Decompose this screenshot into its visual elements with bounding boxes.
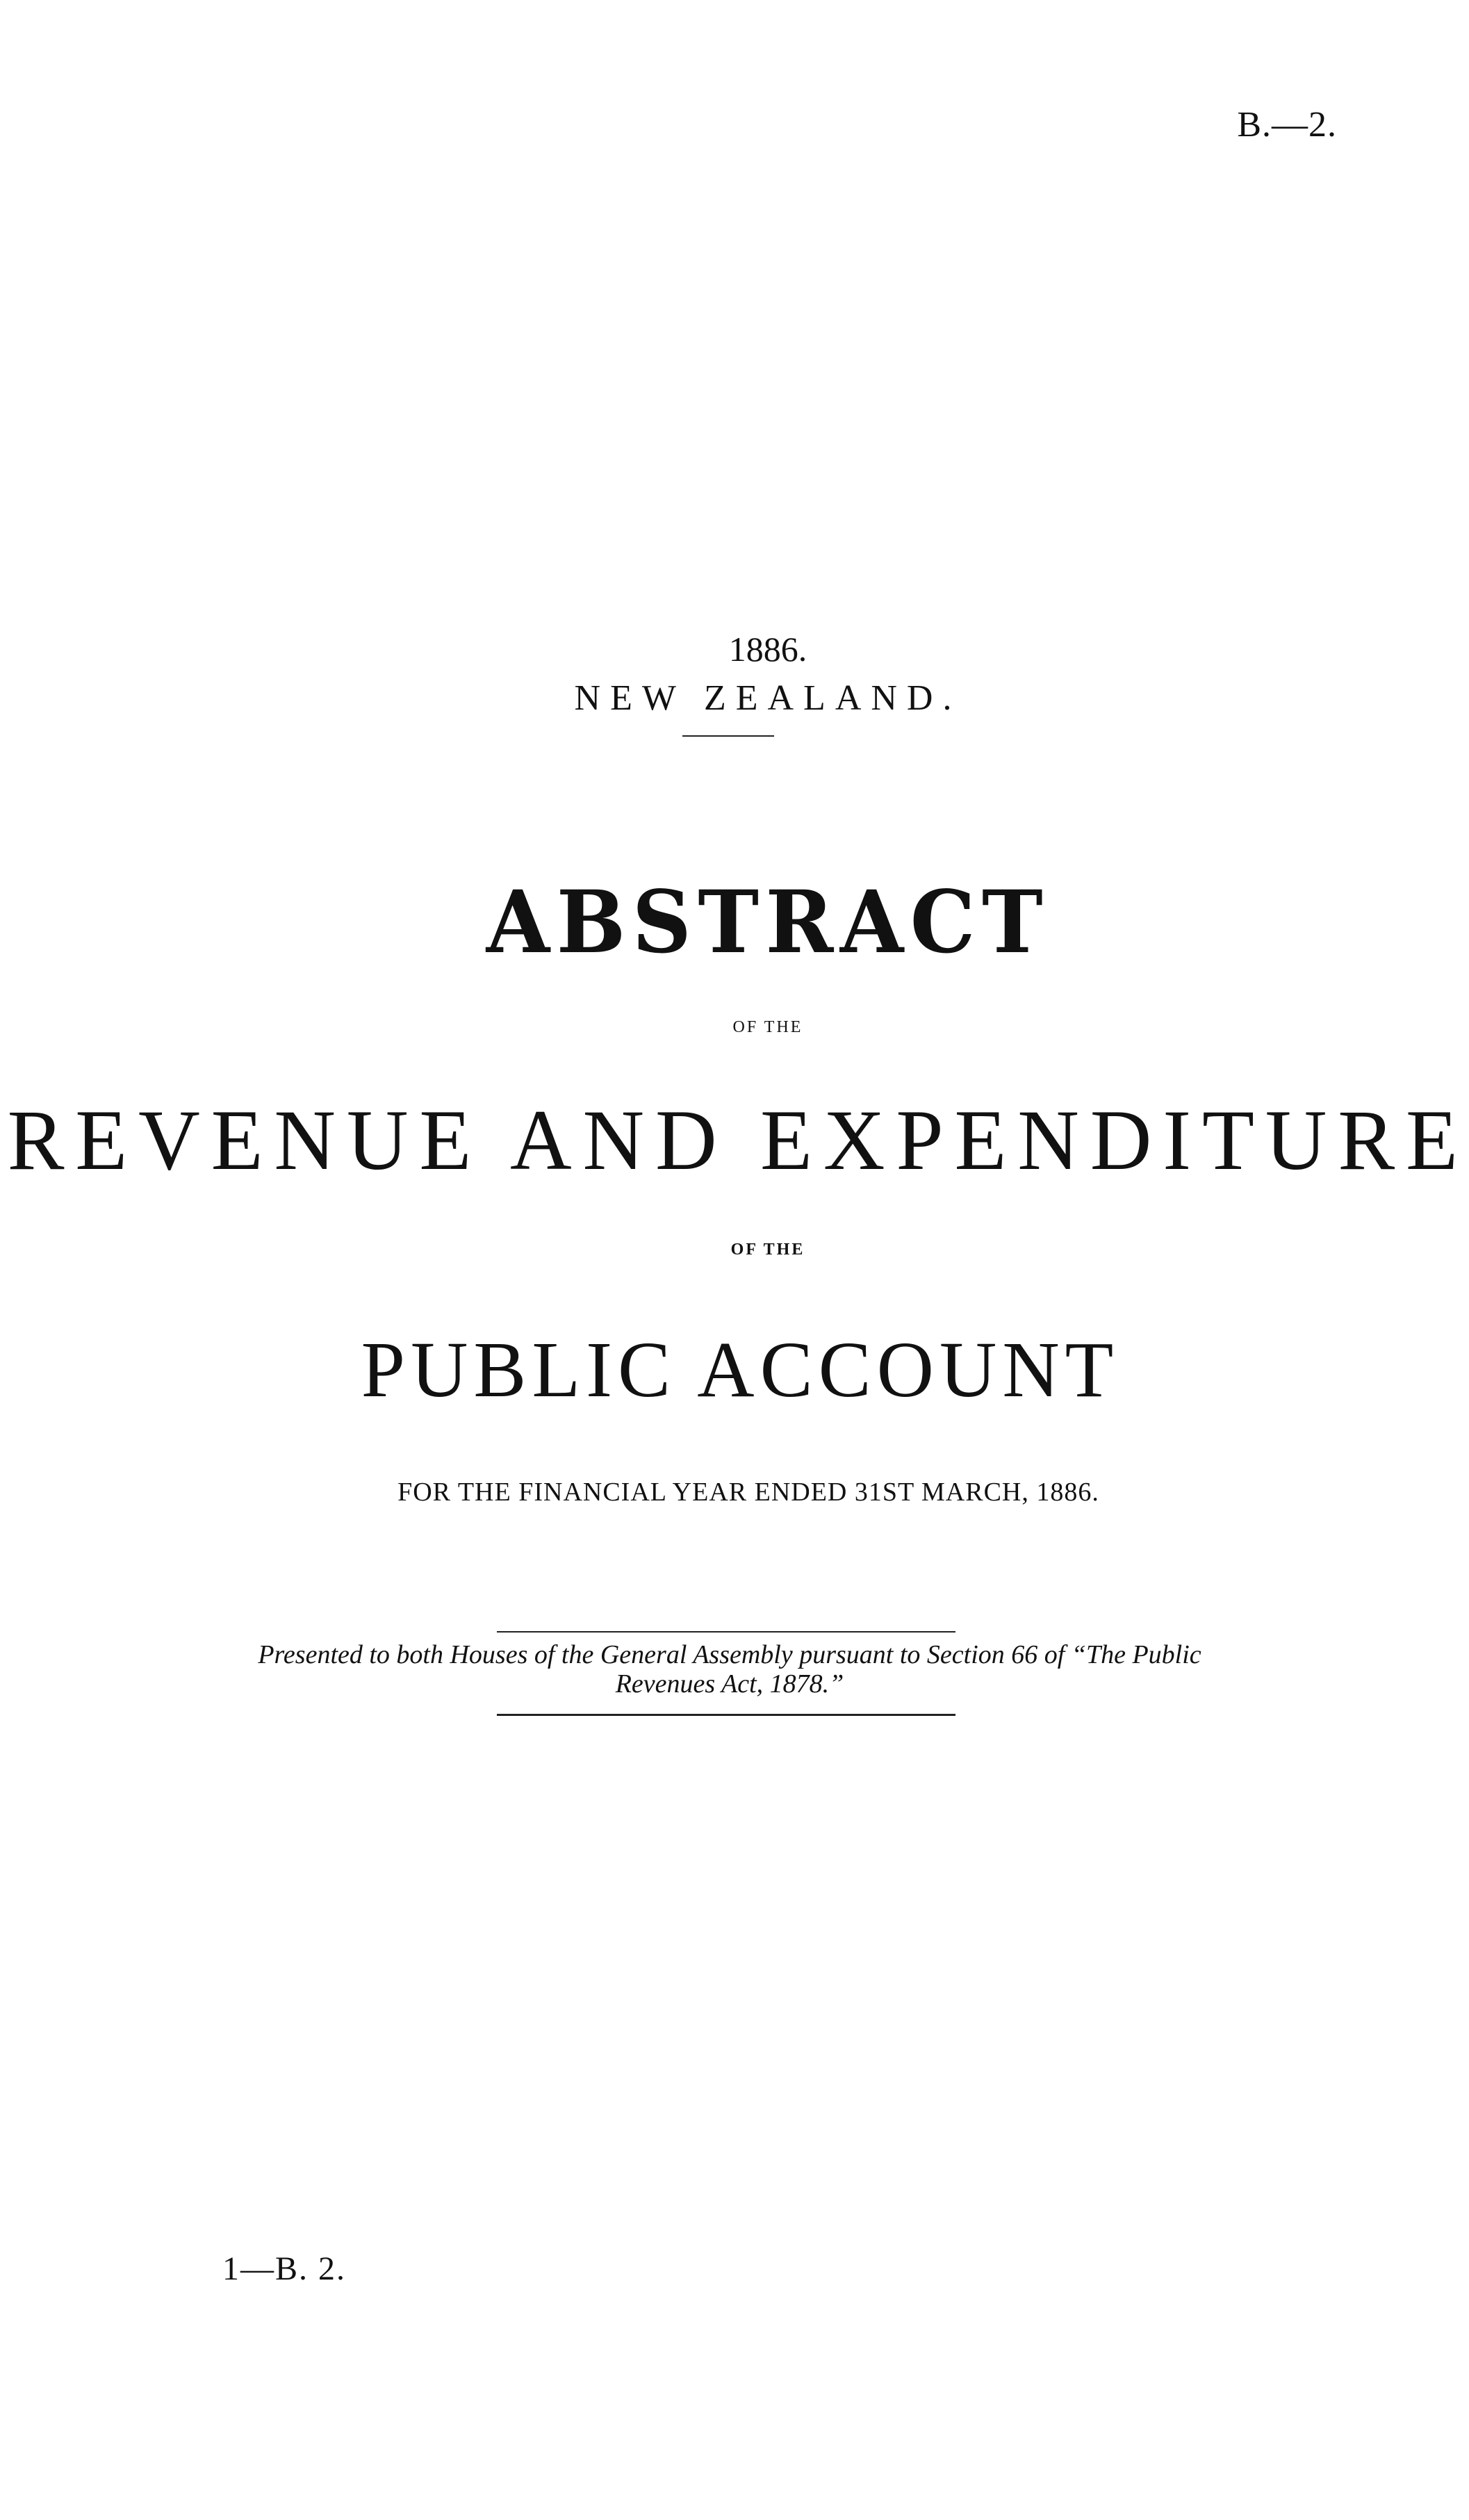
divider-rule: [497, 1631, 955, 1633]
title-public-account: PUBLIC ACCOUNT: [361, 1325, 1119, 1414]
year: 1886.: [728, 630, 807, 669]
divider-rule: [497, 1714, 955, 1716]
fiscal-year-line: FOR THE FINANCIAL YEAR ENDED 31ST MARCH, 1886.: [397, 1478, 1099, 1507]
page-signature: 1—B. 2.: [222, 2250, 347, 2287]
divider-rule: [682, 735, 774, 737]
country-heading: NEW ZEALAND.: [574, 678, 962, 718]
presentation-note-line: Presented to both Houses of the General Assembly pursuant to Section 66 of “The Public: [258, 1640, 1201, 1669]
connector-of-the: OF THE: [730, 1241, 805, 1259]
title-abstract: ABSTRACT: [486, 872, 1050, 973]
presentation-note-line: Revenues Act, 1878.”: [615, 1669, 844, 1699]
title-revenue-expenditure: REVENUE AND EXPENDITURE: [7, 1093, 1469, 1188]
presentation-note: [146, 1640, 1313, 1699]
connector-of-the: OF THE: [732, 1018, 803, 1036]
document-reference: B.—2.: [1237, 105, 1337, 145]
